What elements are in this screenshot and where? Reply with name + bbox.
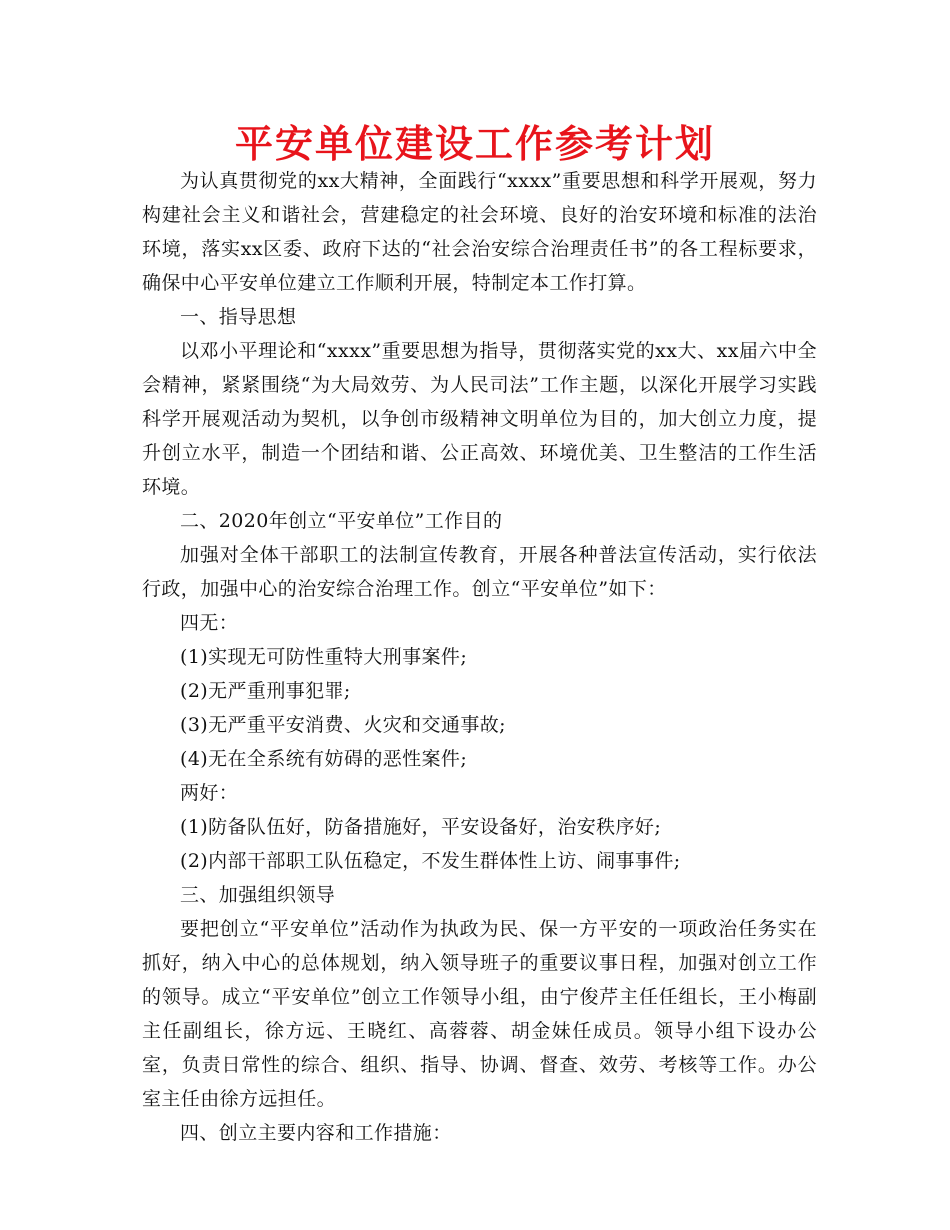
four-none-heading: 四无： — [180, 612, 239, 634]
two-good-heading: 两好： — [180, 782, 239, 804]
section-2-paragraph: 加强对全体干部职工的法制宣传教育，开展各种普法宣传活动，实行依法行政，加强中心的治安综合治理工作。创立“平安单位”如下： — [142, 544, 817, 600]
page-title: 平安单位建设工作参考计划 — [234, 122, 715, 166]
section-1-paragraph: 以邓小平理论和“xxxx”重要思想为指导，贯彻落实党的xx大、xx届六中全会精神，紧紧围绕“为大局效劳、为人民司法”工作主题，以深化开展学习实践科学开展观活动为契机，以争创市级精神文明单位为目的，加大创立力度，提升创立水平，制造一个团结和谐、公正高效、环境优美、卫生整洁的工作生活环境。 — [142, 340, 817, 498]
document-body — [142, 164, 817, 1150]
four-none-item-4: (4)无在全系统有妨碍的恶性案件; — [180, 748, 468, 770]
two-good-item-1: (1)防备队伍好，防备措施好，平安设备好，治安秩序好; — [180, 816, 662, 838]
two-good-item-2: (2)内部干部职工队伍稳定，不发生群体性上访、闹事事件; — [180, 850, 681, 872]
section-2-heading: 二、2020年创立“平安单位”工作目的 — [180, 510, 503, 532]
four-none-item-3: (3)无严重平安消费、火灾和交通事故; — [180, 714, 506, 736]
four-none-item-2: (2)无严重刑事犯罪; — [180, 680, 351, 702]
intro-paragraph: 为认真贯彻党的xx大精神，全面践行“xxxx”重要思想和科学开展观，努力构建社会主义和谐社会，营建稳定的社会环境、良好的治安环境和标准的法治环境，落实xx区委、政府下达的“社会治安综合治理责任书”的各工程标要求，确保中心平安单位建立工作顺利开展，特制定本工作打算。 — [142, 170, 817, 294]
section-1-heading: 一、指导思想 — [180, 306, 297, 328]
four-none-item-1: (1)实现无可防性重特大刑事案件; — [180, 646, 468, 668]
section-4-heading: 四、创立主要内容和工作措施： — [180, 1122, 452, 1144]
section-3-paragraph: 要把创立“平安单位”活动作为执政为民、保一方平安的一项政治任务实在抓好，纳入中心的总体规划，纳入领导班子的重要议事日程，加强对创立工作的领导。成立“平安单位”创立工作领导小组，由宁俊芹主任任组长，王小梅副主任副组长，徐方远、王晓红、高蓉蓉、胡金妹任成员。领导小组下设办公室，负责日常性的综合、组织、指导、协调、督查、效劳、考核等工作。办公室主任由徐方远担任。 — [142, 918, 817, 1110]
section-3-heading: 三、加强组织领导 — [180, 884, 336, 906]
